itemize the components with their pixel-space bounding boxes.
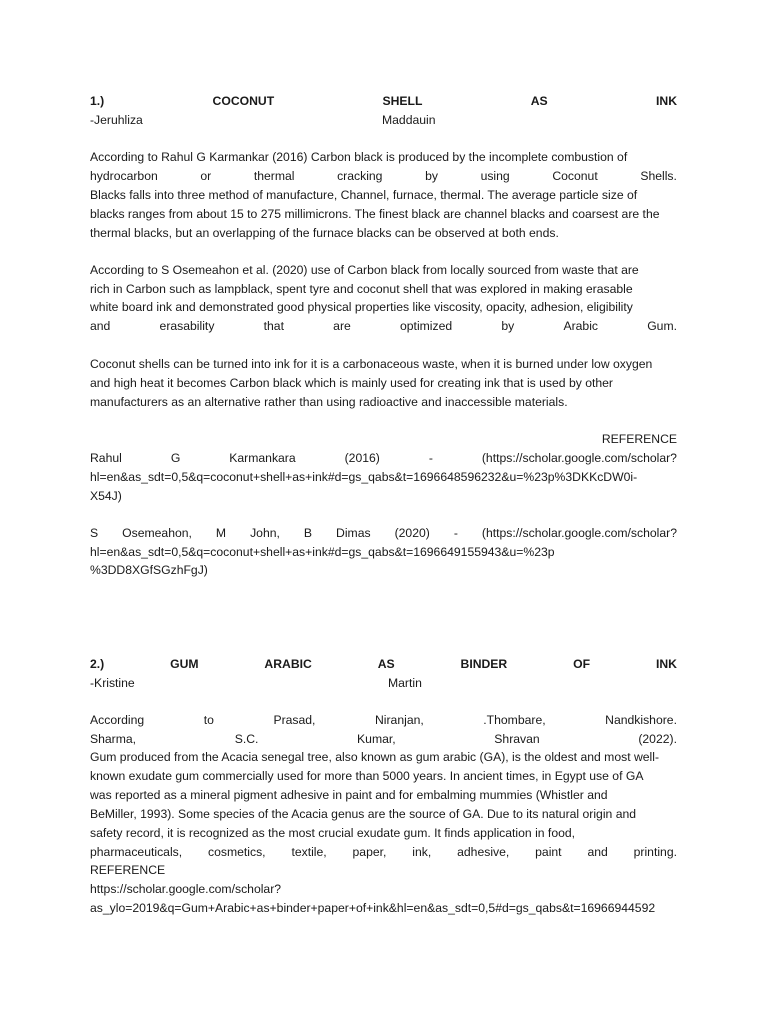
para-text: thermal blacks, but an overlapping of the furnace blacks can be observed at both ends.	[90, 226, 559, 240]
para-text: According to S Osemeahon et al. (2020) use of Carbon black from locally sourced from waste that are	[90, 263, 639, 277]
word: using	[480, 169, 510, 183]
word: B	[303, 526, 313, 540]
reference-url-part: https://scholar.google.com/scholar?	[90, 882, 282, 896]
section2-author	[90, 674, 677, 693]
para-line	[90, 261, 677, 280]
para-text: safety record, it is recognized as the most crucial exudate gum. It finds application in food,	[90, 826, 576, 840]
para-line	[90, 186, 677, 205]
para-line	[90, 355, 677, 374]
word: erasability	[159, 319, 215, 333]
word: by	[425, 169, 438, 183]
word: (2020)	[394, 526, 430, 540]
reference-line	[90, 543, 677, 562]
word: to	[203, 713, 214, 727]
word: by	[501, 319, 515, 333]
word: cosmetics,	[208, 845, 266, 859]
reference-line	[90, 561, 677, 580]
para-text: white board ink and demonstrated good physical properties like viscosity, opacity, adhesion, eligibility	[90, 300, 633, 314]
word: S.C.	[234, 732, 259, 746]
reference-line	[90, 449, 677, 468]
word: Karmankara	[229, 451, 296, 465]
word: Shravan	[494, 732, 540, 746]
para-line	[90, 711, 677, 730]
word: and	[90, 319, 111, 333]
word: John,	[250, 526, 280, 540]
para-line	[90, 167, 677, 186]
word: Gum.	[647, 319, 677, 333]
reference-line	[90, 899, 680, 918]
para-text: rich in Carbon such as lampblack, spent tyre and coconut shell that was explored in making erasable	[90, 282, 633, 296]
word: (2022).	[638, 732, 677, 746]
word: -	[453, 526, 458, 540]
para-line	[90, 824, 677, 843]
reference-line	[90, 487, 677, 506]
word: pharmaceuticals,	[90, 845, 183, 859]
reference-line	[90, 524, 677, 543]
para-line	[90, 786, 677, 805]
para-line	[90, 730, 677, 749]
para-line	[90, 280, 677, 299]
title-word: BINDER	[460, 657, 508, 671]
para-text: manufacturers as an alternative rather than using radioactive and inaccessible materials.	[90, 395, 568, 409]
word: and	[587, 845, 608, 859]
word: Coconut	[552, 169, 598, 183]
para-line	[90, 298, 677, 317]
title-word: GUM	[170, 657, 199, 671]
section1-author	[90, 111, 677, 130]
reference-url-part: (https://scholar.google.com/scholar?	[481, 451, 677, 465]
word: or	[200, 169, 212, 183]
para-text: Blacks falls into three method of manufacture, Channel, furnace, thermal. The average particle size of	[90, 188, 638, 202]
author-surname: Martin	[388, 676, 422, 690]
word: that	[263, 319, 284, 333]
word: are	[333, 319, 351, 333]
word: optimized	[400, 319, 453, 333]
word: ink,	[412, 845, 432, 859]
word: Shells.	[640, 169, 677, 183]
reference-url-part: (https://scholar.google.com/scholar?	[481, 526, 677, 540]
word: Prasad,	[273, 713, 316, 727]
para-line	[90, 224, 677, 243]
author-prefix: -Kristine	[90, 676, 135, 690]
para-text: was reported as a mineral pigment adhesive in paint and for embalming mummies (Whistler and	[90, 788, 608, 802]
reference-line	[90, 468, 677, 487]
para-line	[90, 148, 677, 167]
reference-url-part: hl=en&as_sdt=0,5&q=coconut+shell+as+ink#d=gs_qabs&t=1696648596232&u=%23p%3DKKcDW0i-	[90, 470, 638, 484]
reference-url-part: %3DD8XGfSGzhFgJ)	[90, 563, 208, 577]
author-prefix: -Jeruhliza	[90, 113, 143, 127]
reference-heading: REFERENCE	[601, 432, 677, 446]
title-word: SHELL	[382, 94, 423, 108]
para-line	[90, 374, 677, 393]
section1-title	[90, 92, 677, 111]
title-word: 1.)	[90, 94, 105, 108]
word: Dimas	[336, 526, 371, 540]
para-text: Coconut shells can be turned into ink for it is a carbonaceous waste, when it is burned under low oxygen	[90, 357, 653, 371]
word: .Thombare,	[483, 713, 546, 727]
word: S	[90, 526, 99, 540]
word: paper,	[352, 845, 387, 859]
word: G	[170, 451, 181, 465]
para-line	[90, 748, 677, 767]
word: M	[215, 526, 227, 540]
title-word: INK	[655, 657, 677, 671]
para-text: blacks ranges from about 15 to 275 millimicrons. The finest black are channel blacks and coarsest are the	[90, 207, 660, 221]
para-line	[90, 767, 677, 786]
para-line	[90, 205, 677, 224]
para-text: known exudate gum commercially used for more than 5000 years. In ancient times, in Egypt use of GA	[90, 769, 644, 783]
para-line	[90, 805, 677, 824]
title-word: 2.)	[90, 657, 105, 671]
word: thermal	[253, 169, 295, 183]
para-text: REFERENCE	[90, 863, 166, 877]
word: paint	[535, 845, 562, 859]
word: hydrocarbon	[90, 169, 158, 183]
reference-heading	[90, 861, 677, 880]
word: Sharma,	[90, 732, 137, 746]
para-text: BeMiller, 1993). Some species of the Acacia genus are the source of GA. Due to its natural origin and	[90, 807, 637, 821]
word: According	[90, 713, 145, 727]
word: Niranjan,	[374, 713, 424, 727]
para-text: and high heat it becomes Carbon black which is mainly used for creating ink that is used by other	[90, 376, 613, 390]
author-surname: Maddauin	[382, 113, 436, 127]
para-line	[90, 393, 677, 412]
section2-title	[90, 655, 677, 674]
title-word: COCONUT	[212, 94, 275, 108]
para-text: According to Rahul G Karmankar (2016) Carbon black is produced by the incomplete combustion of	[90, 150, 628, 164]
word: printing.	[633, 845, 677, 859]
para-line	[90, 843, 677, 862]
para-line	[90, 317, 677, 336]
word: Rahul	[90, 451, 122, 465]
reference-url-part: hl=en&as_sdt=0,5&q=coconut+shell+as+ink#d=gs_qabs&t=1696649155943&u=%23p	[90, 545, 555, 559]
title-word: ARABIC	[264, 657, 312, 671]
word: -	[428, 451, 433, 465]
title-word: OF	[573, 657, 591, 671]
title-word: AS	[377, 657, 395, 671]
title-word: AS	[530, 94, 548, 108]
para-text: Gum produced from the Acacia senegal tree, also known as gum arabic (GA), is the oldest and most well-	[90, 750, 660, 764]
word: adhesive,	[457, 845, 510, 859]
word: Nandkishore.	[605, 713, 677, 727]
word: Osemeahon,	[122, 526, 192, 540]
word: cracking	[337, 169, 383, 183]
word: Kumar,	[357, 732, 396, 746]
title-word: INK	[656, 94, 677, 108]
word: Arabic	[563, 319, 598, 333]
reference-url-part: X54J)	[90, 489, 122, 503]
word: textile,	[291, 845, 327, 859]
word: (2016)	[344, 451, 380, 465]
reference-line	[90, 880, 677, 899]
reference-url-part: as_ylo=2019&q=Gum+Arabic+as+binder+paper+of+ink&hl=en&as_sdt=0,5#d=gs_qabs&t=16966944592	[90, 901, 656, 915]
